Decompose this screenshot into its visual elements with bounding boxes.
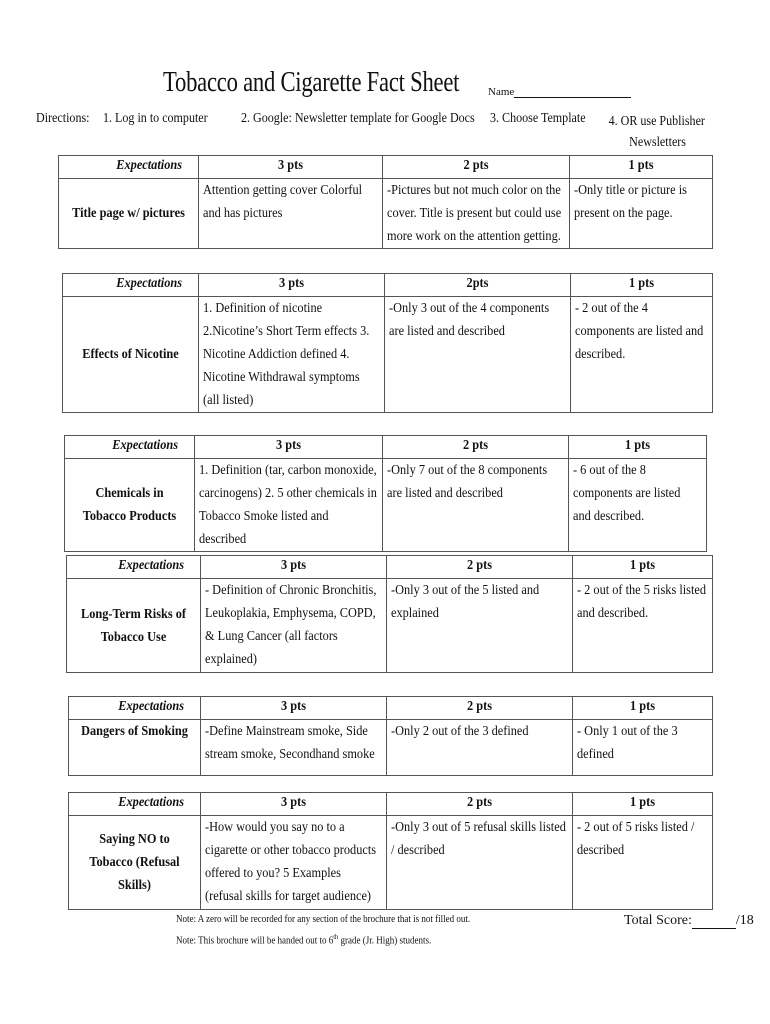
criteria-3pts: 1. Definition of nicotine 2.Nicotine’s Short Term effects 3. Nicotine Addiction defined 4. Nicotine Withdrawal symptoms (all listed) xyxy=(199,297,385,413)
header-1pts: 1 pts xyxy=(569,436,707,459)
criteria-3pts: -Define Mainstream smoke, Side stream smoke, Secondhand smoke xyxy=(201,720,387,776)
header-1pts: 1 pts xyxy=(570,156,713,179)
category-long-term-risks: Long-Term Risks of Tobacco Use xyxy=(67,579,201,673)
header-3pts: 3 pts xyxy=(199,156,383,179)
criteria-2pts: -Only 3 out of the 5 listed and explained xyxy=(387,579,573,673)
criteria-1pts: - Only 1 out of the 3 defined xyxy=(573,720,713,776)
criteria-1pts: - 6 out of the 8 components are listed and described. xyxy=(569,459,707,552)
criteria-1pts: - 2 out of the 5 risks listed and described. xyxy=(573,579,713,673)
expectations-header: Expectations xyxy=(67,556,201,579)
expectations-header: Expectations xyxy=(69,697,201,720)
header-2pts: 2pts xyxy=(385,274,571,297)
total-score-blank xyxy=(692,914,736,929)
expectations-header: Expectations xyxy=(63,274,199,297)
criteria-3pts: Attention getting cover Colorful and has pictures xyxy=(199,179,383,249)
header-2pts: 2 pts xyxy=(387,793,573,816)
rubric-table-long-term-risks xyxy=(66,555,713,673)
name-blank-line xyxy=(514,86,631,98)
directions-step-4-line1: 4. OR use Publisher xyxy=(608,114,705,129)
criteria-1pts: - 2 out of 5 risks listed / described xyxy=(573,816,713,910)
rubric-table-title-page xyxy=(58,155,713,249)
expectations-header: Expectations xyxy=(65,436,195,459)
expectations-header: Expectations xyxy=(59,156,199,179)
criteria-2pts: -Only 2 out of the 3 defined xyxy=(387,720,573,776)
category-chemicals: Chemicals in Tobacco Products xyxy=(65,459,195,552)
header-2pts: 2 pts xyxy=(383,156,570,179)
total-score[interactable] xyxy=(624,913,754,929)
header-2pts: 2 pts xyxy=(387,697,573,720)
criteria-3pts: -How would you say no to a cigarette or other tobacco products offered to you? 5 Examples (refusal skills for target audience) xyxy=(201,816,387,910)
header-3pts: 3 pts xyxy=(199,274,385,297)
header-3pts: 3 pts xyxy=(201,697,387,720)
header-1pts: 1 pts xyxy=(573,697,713,720)
rubric-table-saying-no xyxy=(68,792,713,910)
directions-step-4 xyxy=(596,111,705,153)
document-title-row xyxy=(163,66,543,99)
header-2pts: 2 pts xyxy=(387,556,573,579)
header-3pts: 3 pts xyxy=(195,436,383,459)
total-score-max: /18 xyxy=(735,913,754,928)
rubric-table-effects-of-nicotine xyxy=(62,273,713,413)
directions-step-4-line2: Newsletters xyxy=(629,135,686,150)
directions-label: Directions: xyxy=(36,111,90,126)
directions-step-2: 2. Google: Newsletter template for Google Docs xyxy=(241,111,475,126)
header-2pts: 2 pts xyxy=(383,436,569,459)
note-zero-score: Note: A zero will be recorded for any section of the brochure that is not filled out. xyxy=(176,914,471,925)
category-saying-no: Saying NO to Tobacco (Refusal Skills) xyxy=(69,816,201,910)
rubric-table-chemicals xyxy=(64,435,707,552)
criteria-3pts: 1. Definition (tar, carbon monoxide, carcinogens) 2. 5 other chemicals in Tobacco Smoke listed and described xyxy=(195,459,383,552)
rubric-table-dangers-of-smoking xyxy=(68,696,713,776)
criteria-1pts: -Only title or picture is present on the page. xyxy=(570,179,713,249)
name-field[interactable] xyxy=(488,86,631,98)
directions-step-3: 3. Choose Template xyxy=(490,111,586,126)
header-1pts: 1 pts xyxy=(571,274,713,297)
directions-step-1: 1. Log in to computer xyxy=(103,111,208,126)
category-title-page: Title page w/ pictures xyxy=(59,179,199,249)
header-3pts: 3 pts xyxy=(201,556,387,579)
criteria-3pts: - Definition of Chronic Bronchitis, Leukoplakia, Emphysema, COPD, & Lung Cancer (all factors explained) xyxy=(201,579,387,673)
criteria-2pts: -Only 3 out of 5 refusal skills listed / described xyxy=(387,816,573,910)
category-effects-of-nicotine: Effects of Nicotine xyxy=(63,297,199,413)
document-title: Tobacco and Cigarette Fact Sheet xyxy=(163,66,460,98)
total-score-label: Total Score: xyxy=(624,913,692,928)
criteria-1pts: - 2 out of the 4 components are listed and described. xyxy=(571,297,713,413)
category-dangers-of-smoking: Dangers of Smoking xyxy=(69,720,201,776)
criteria-2pts: -Only 7 out of the 8 components are listed and described xyxy=(383,459,569,552)
header-3pts: 3 pts xyxy=(201,793,387,816)
expectations-header: Expectations xyxy=(69,793,201,816)
criteria-2pts: -Only 3 out of the 4 components are listed and described xyxy=(385,297,571,413)
criteria-2pts: -Pictures but not much color on the cover. Title is present but could use more work on the attention getting. xyxy=(383,179,570,249)
header-1pts: 1 pts xyxy=(573,556,713,579)
note-audience: Note: This brochure will be handed out to 6th grade (Jr. High) students. xyxy=(176,933,432,947)
name-label: Name xyxy=(488,86,515,98)
header-1pts: 1 pts xyxy=(573,793,713,816)
